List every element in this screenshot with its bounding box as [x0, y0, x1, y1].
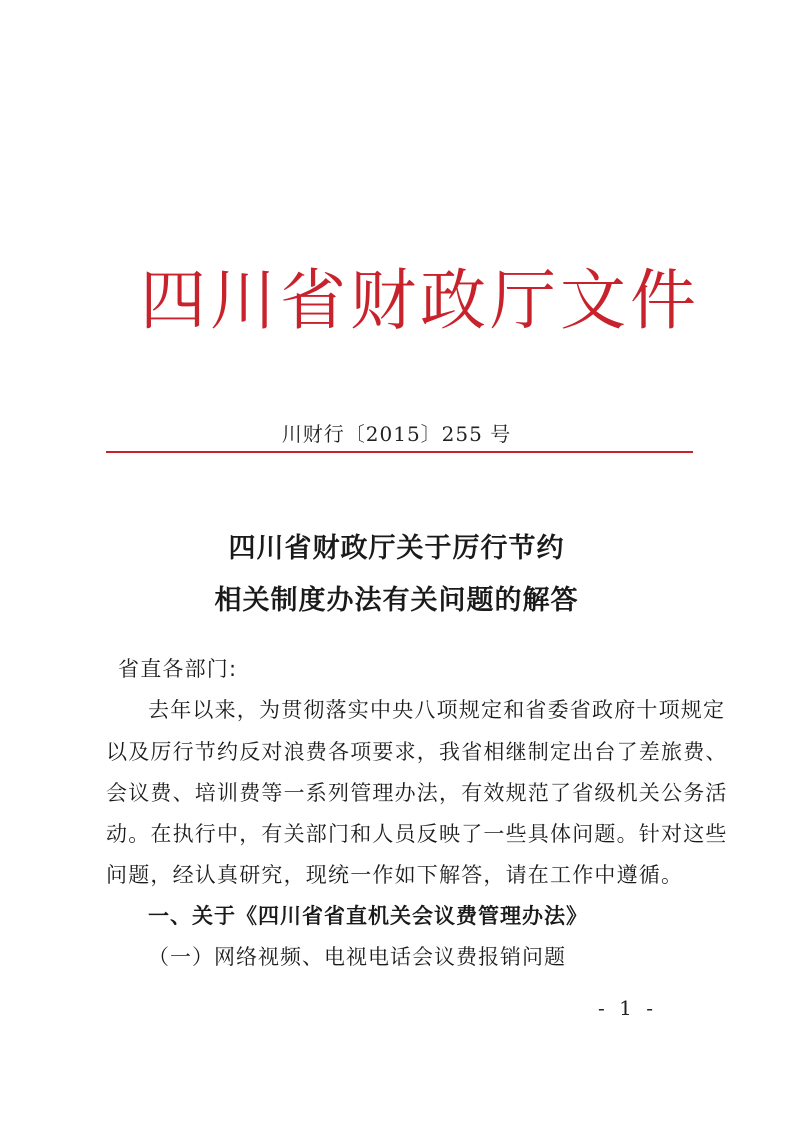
page-number: - 1 - [598, 996, 657, 1020]
body-line-1: 去年以来，为贯彻落实中央八项规定和省委省政府十项规定 [148, 698, 726, 722]
section-heading-1: 一、关于《四川省省直机关会议费管理办法》 [148, 904, 588, 928]
body-line-5: 问题，经认真研究，现统一作如下解答，请在工作中遵循。 [106, 863, 684, 887]
subsection-heading-1: （一）网络视频、电视电话会议费报销问题 [148, 945, 566, 969]
body-line-2: 以及厉行节约反对浪费各项要求，我省相继制定出台了差旅费、 [106, 740, 728, 764]
body-line-3: 会议费、培训费等一系列管理办法，有效规范了省级机关公务活 [106, 781, 728, 805]
document-title-line-1: 四川省财政厅关于厉行节约 [228, 533, 565, 564]
document-header-title: 四川省财政厅文件 [140, 262, 700, 339]
red-divider-line [106, 451, 693, 453]
document-title-line-2: 相关制度办法有关问题的解答 [214, 585, 579, 616]
document-number: 川财行〔2015〕255 号 [281, 422, 512, 446]
salutation: 省直各部门: [118, 657, 238, 681]
body-line-4: 动。在执行中，有关部门和人员反映了一些具体问题。针对这些 [106, 822, 728, 846]
